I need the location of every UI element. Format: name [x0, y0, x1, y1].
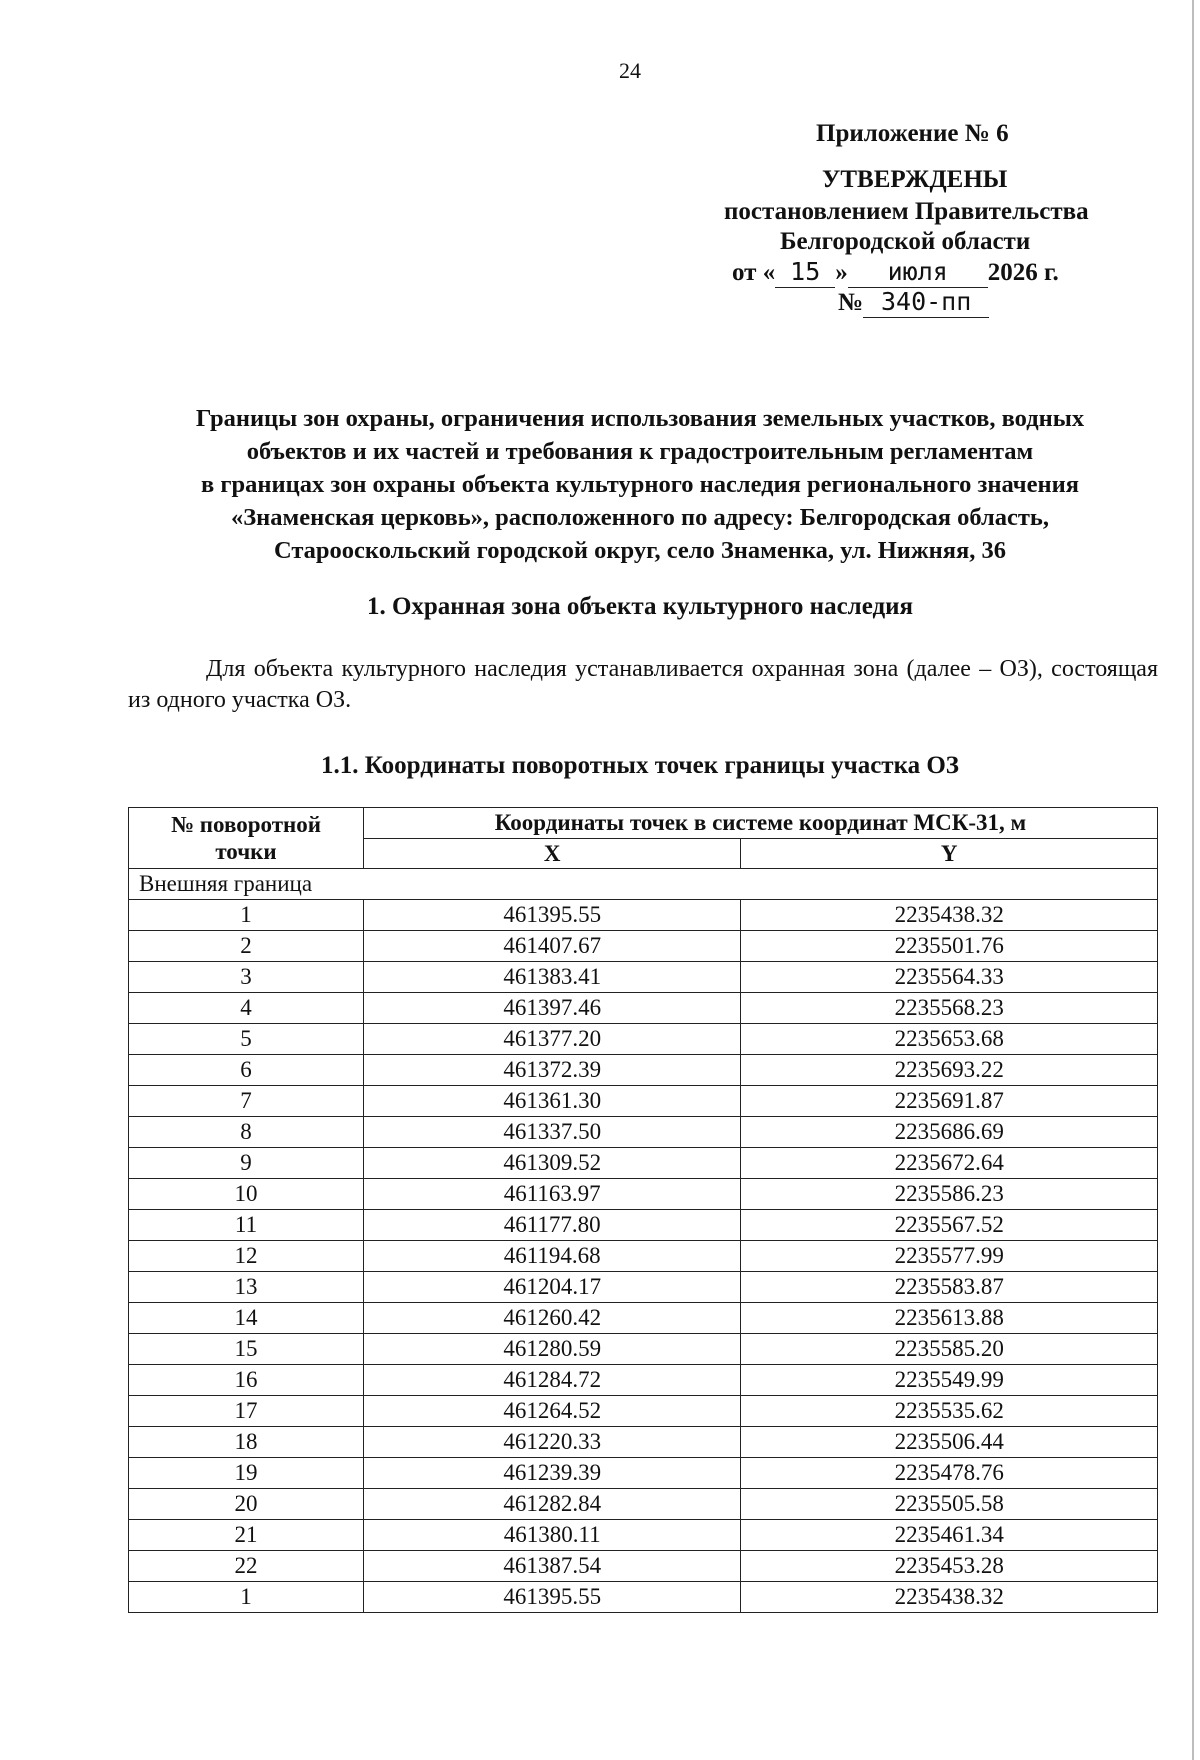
x-coordinate-cell: 461397.46: [364, 993, 741, 1024]
table-row: [129, 1582, 1158, 1613]
y-coordinate-cell: 2235568.23: [741, 993, 1158, 1024]
table-row: [129, 1086, 1158, 1117]
point-number-cell: 1: [129, 1582, 364, 1613]
title-line-1: Границы зон охраны, ограничения использования земельных участков, водных: [195, 405, 1085, 432]
x-coordinate-cell: 461377.20: [364, 1024, 741, 1055]
date-year: 2026 г.: [987, 259, 1059, 286]
x-coordinate-cell: 461204.17: [364, 1272, 741, 1303]
point-number-cell: 7: [129, 1086, 364, 1117]
table-row: [129, 1210, 1158, 1241]
x-coordinate-cell: 461395.55: [364, 900, 741, 931]
header-point-number: № поворотной точки: [129, 808, 364, 869]
y-coordinate-cell: 2235585.20: [741, 1334, 1158, 1365]
table-row: [129, 931, 1158, 962]
y-coordinate-cell: 2235438.32: [741, 1582, 1158, 1613]
y-coordinate-cell: 2235586.23: [741, 1179, 1158, 1210]
x-coordinate-cell: 461383.41: [364, 962, 741, 993]
y-coordinate-cell: 2235691.87: [741, 1086, 1158, 1117]
header-coordinates: Координаты точек в системе координат МСК-31, м: [364, 808, 1158, 839]
table-row: [129, 1520, 1158, 1551]
y-coordinate-cell: 2235549.99: [741, 1365, 1158, 1396]
appendix-label: Приложение № 6: [816, 120, 1009, 147]
x-coordinate-cell: 461260.42: [364, 1303, 741, 1334]
group-label: Внешняя граница: [129, 869, 1158, 900]
table-row: [129, 1117, 1158, 1148]
table-row: [129, 1489, 1158, 1520]
x-coordinate-cell: 461194.68: [364, 1241, 741, 1272]
table-row: [129, 1427, 1158, 1458]
table-row: [129, 1272, 1158, 1303]
point-number-cell: 13: [129, 1272, 364, 1303]
date-quote: »: [835, 259, 848, 286]
title-line-4: «Знаменская церковь», расположенного по адресу: Белгородская область,: [230, 504, 1050, 531]
header-x: X: [364, 839, 741, 869]
point-number-cell: 15: [129, 1334, 364, 1365]
table-row: [129, 1148, 1158, 1179]
x-coordinate-cell: 461380.11: [364, 1520, 741, 1551]
y-coordinate-cell: 2235438.32: [741, 900, 1158, 931]
point-number-cell: 4: [129, 993, 364, 1024]
table-row: [129, 993, 1158, 1024]
y-coordinate-cell: 2235535.62: [741, 1396, 1158, 1427]
y-coordinate-cell: 2235501.76: [741, 931, 1158, 962]
point-number-cell: 2: [129, 931, 364, 962]
title-line-3: в границах зон охраны объекта культурного наследия регионального значения: [201, 471, 1079, 498]
point-number-cell: 9: [129, 1148, 364, 1179]
y-coordinate-cell: 2235693.22: [741, 1055, 1158, 1086]
point-number-cell: 10: [129, 1179, 364, 1210]
y-coordinate-cell: 2235505.58: [741, 1489, 1158, 1520]
point-number-cell: 5: [129, 1024, 364, 1055]
number-prefix: №: [838, 289, 864, 316]
x-coordinate-cell: 461239.39: [364, 1458, 741, 1489]
table-row: [129, 1365, 1158, 1396]
point-number-cell: 12: [129, 1241, 364, 1272]
coordinates-table: [128, 807, 1158, 1613]
table-row: [129, 1458, 1158, 1489]
x-coordinate-cell: 461387.54: [364, 1551, 741, 1582]
date-day: 15: [775, 256, 835, 288]
point-number-cell: 20: [129, 1489, 364, 1520]
y-coordinate-cell: 2235686.69: [741, 1117, 1158, 1148]
title-line-2: объектов и их частей и требования к градостроительным регламентам: [246, 438, 1034, 465]
point-number-cell: 1: [129, 900, 364, 931]
point-number-cell: 18: [129, 1427, 364, 1458]
subsection-1-1-heading: 1.1. Координаты поворотных точек границы участка ОЗ: [321, 752, 959, 779]
y-coordinate-cell: 2235478.76: [741, 1458, 1158, 1489]
section-1-heading: 1. Охранная зона объекта культурного наследия: [366, 593, 914, 620]
x-coordinate-cell: 461282.84: [364, 1489, 741, 1520]
point-number-cell: 21: [129, 1520, 364, 1551]
page-number: 24: [619, 58, 641, 83]
x-coordinate-cell: 461361.30: [364, 1086, 741, 1117]
table-row: [129, 962, 1158, 993]
table-row: [129, 1241, 1158, 1272]
section-1-paragraph: Для объекта культурного наследия устанавливается охранная зона (далее – ОЗ), состоящая из одного участка ОЗ.: [128, 656, 1158, 713]
approval-date: [732, 256, 1059, 288]
table-row: [129, 1551, 1158, 1582]
table-row: [129, 900, 1158, 931]
y-coordinate-cell: 2235613.88: [741, 1303, 1158, 1334]
point-number-cell: 6: [129, 1055, 364, 1086]
x-coordinate-cell: 461163.97: [364, 1179, 741, 1210]
y-coordinate-cell: 2235583.87: [741, 1272, 1158, 1303]
x-coordinate-cell: 461177.80: [364, 1210, 741, 1241]
y-coordinate-cell: 2235567.52: [741, 1210, 1158, 1241]
point-number-cell: 16: [129, 1365, 364, 1396]
x-coordinate-cell: 461284.72: [364, 1365, 741, 1396]
approved-by-line2: Белгородской области: [780, 228, 1031, 255]
point-number-cell: 22: [129, 1551, 364, 1582]
x-coordinate-cell: 461372.39: [364, 1055, 741, 1086]
point-number-cell: 8: [129, 1117, 364, 1148]
y-coordinate-cell: 2235461.34: [741, 1520, 1158, 1551]
point-number-cell: 11: [129, 1210, 364, 1241]
x-coordinate-cell: 461395.55: [364, 1582, 741, 1613]
y-coordinate-cell: 2235453.28: [741, 1551, 1158, 1582]
point-number-cell: 19: [129, 1458, 364, 1489]
point-number-cell: 17: [129, 1396, 364, 1427]
point-number-cell: 14: [129, 1303, 364, 1334]
approved-by-line1: постановлением Правительства: [724, 198, 1089, 225]
x-coordinate-cell: 461337.50: [364, 1117, 741, 1148]
x-coordinate-cell: 461264.52: [364, 1396, 741, 1427]
document-title: [120, 402, 1160, 567]
header-y: Y: [741, 839, 1158, 869]
number-value: 340-пп: [863, 286, 989, 318]
x-coordinate-cell: 461280.59: [364, 1334, 741, 1365]
table-row: [129, 1024, 1158, 1055]
x-coordinate-cell: 461220.33: [364, 1427, 741, 1458]
date-prefix: от «: [732, 259, 776, 286]
scan-edge-line: [1192, 0, 1194, 1760]
title-line-5: Старооскольский городской округ, село Знаменка, ул. Нижняя, 36: [273, 537, 1007, 564]
x-coordinate-cell: 461309.52: [364, 1148, 741, 1179]
date-month: июля: [848, 256, 988, 288]
group-row: [129, 869, 1158, 900]
x-coordinate-cell: 461407.67: [364, 931, 741, 962]
table-row: [129, 1179, 1158, 1210]
y-coordinate-cell: 2235672.64: [741, 1148, 1158, 1179]
y-coordinate-cell: 2235653.68: [741, 1024, 1158, 1055]
table-row: [129, 1055, 1158, 1086]
point-number-cell: 3: [129, 962, 364, 993]
approved-label: УТВЕРЖДЕНЫ: [822, 166, 1008, 193]
y-coordinate-cell: 2235577.99: [741, 1241, 1158, 1272]
table-row: [129, 1303, 1158, 1334]
table-row: [129, 1334, 1158, 1365]
y-coordinate-cell: 2235506.44: [741, 1427, 1158, 1458]
table-row: [129, 1396, 1158, 1427]
approval-number: [838, 286, 989, 318]
y-coordinate-cell: 2235564.33: [741, 962, 1158, 993]
